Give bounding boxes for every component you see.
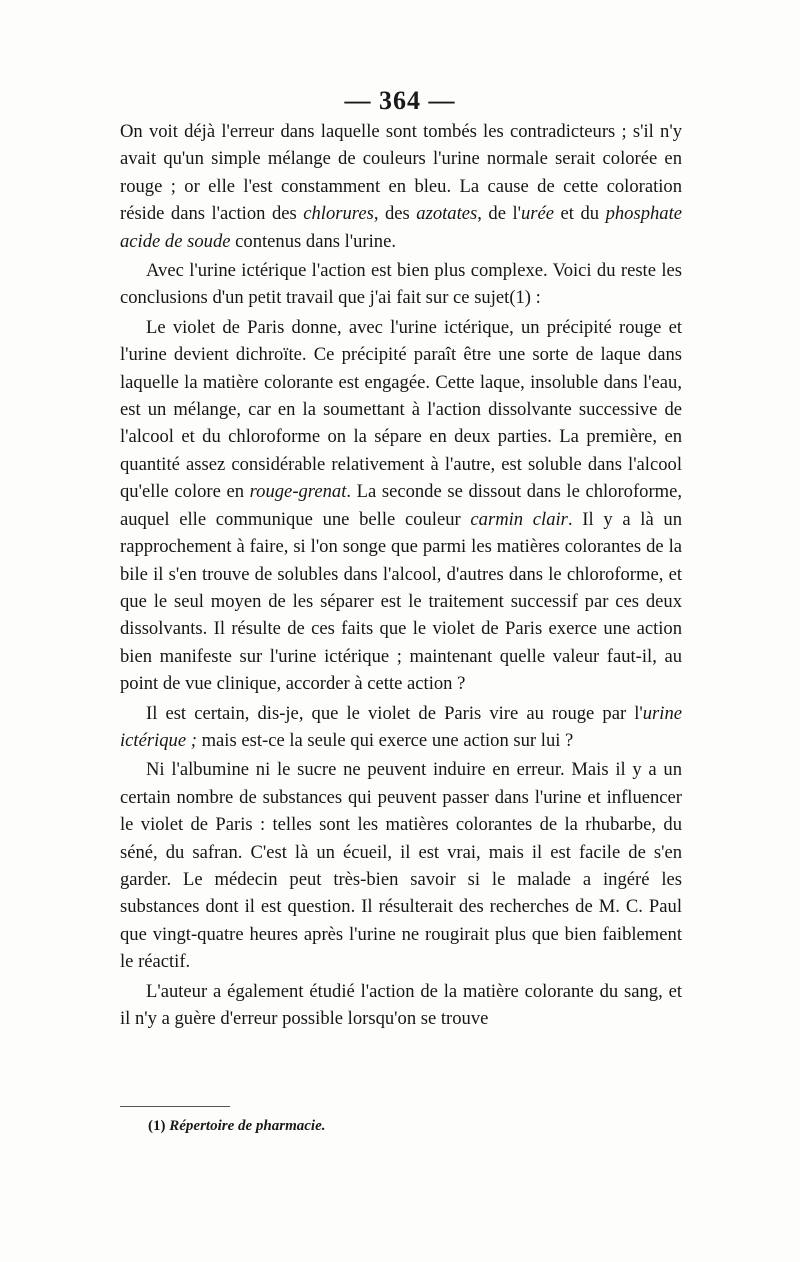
italic-text-segment: phosphate acide de soude — [120, 203, 683, 252]
text-segment: Avec l'urine ictérique l'action est bien plus complexe. Voici du reste les conclusions d'un petit travail que j'ai fait sur ce sujet(1) : — [120, 260, 682, 309]
paragraph — [120, 257, 682, 312]
text-segment: contenus dans l'urine. — [230, 230, 396, 252]
text-segment: et du — [554, 203, 606, 225]
text-segment: Ni l'albumine ni le sucre ne peuvent induire en erreur. Mais il y a un certain nombre de substances qui peuvent passer dans l'urine et influencer le violet de Paris : telles sont les matières colorantes de la rhubarbe, du séné, du safran. C'est là un écueil, il est vrai, mais il est facile de s'en garder. Le médecin peut très-bien savoir si le malade a ingéré les substances dont il est question. Il résulterait des recherches de M. C. Paul que vingt-quatre heures après l'urine ne rougirait plus que bien faiblement le réactif. — [120, 759, 682, 973]
text-segment: Le violet de Paris donne, avec l'urine ictérique, un précipité rouge et l'urine devient dichroïte. Ce précipité paraît être une sorte de laque dans laquelle la matière colorante est engagée. Cette laque, insoluble dans l'eau, est un mélange, car en la soumettant à l'action dissolvante successive de l'alcool et du chloroforme on la sépare en deux parties. La première, en quantité assez considérable relativement à l'autre, est soluble dans l'alcool qu'elle colore en — [120, 316, 682, 503]
footnote-rule — [120, 1106, 230, 1107]
italic-text-segment: azotates — [416, 203, 478, 225]
italic-text-segment: rouge-grenat — [249, 481, 347, 503]
text-segment: L'auteur a également étudié l'action de la matière colorante du sang, et il n'y a guère d'erreur possible lorsqu'on se trouve — [120, 980, 682, 1029]
italic-text-segment: carmin clair — [470, 508, 568, 530]
text-segment: , des — [373, 203, 417, 225]
footnote-text: Répertoire de pharmacie. — [169, 1118, 326, 1134]
text-segment: . La seconde se dissout dans le chloroforme, auquel elle communique une belle couleur — [120, 481, 683, 530]
italic-text-segment: urine ictérique ; — [120, 702, 682, 751]
paragraph — [120, 118, 682, 255]
body-text — [120, 118, 682, 1034]
text-segment: mais est-ce la seule qui exerce une action sur lui ? — [196, 729, 574, 751]
footnote-marker: (1) — [148, 1118, 166, 1134]
paragraph — [120, 978, 682, 1033]
paragraph — [120, 700, 682, 755]
paragraph — [120, 314, 682, 698]
paragraph — [120, 756, 682, 975]
text-segment: On voit déjà l'erreur dans laquelle sont tombés les contradicteurs ; s'il n'y avait qu'un simple mélange de couleurs l'urine normale serait colorée en rouge ; or elle l'est constamment en bleu. La cause de cette coloration réside dans l'action des — [120, 121, 682, 225]
page-number: — 364 — — [344, 86, 456, 115]
italic-text-segment: urée — [520, 203, 555, 225]
text-segment: . Il y a là un rapprochement à faire, si l'on songe que parmi les matières colorantes de la bile il s'en trouve de solubles dans l'alcool, d'autres dans le chloroforme, et que le seul moyen de les séparer est le traitement successif par ces deux dissolvants. Il résulte de ces faits que le violet de Paris exerce une action bien manifeste sur l'urine ictérique ; maintenant quelle valeur faut-il, au point de vue clinique, accorder à cette action ? — [120, 508, 682, 695]
footnote — [148, 1118, 325, 1135]
text-segment: Il est certain, dis-je, que le violet de Paris vire au rouge par l' — [146, 702, 643, 724]
text-segment: , de l' — [477, 203, 521, 225]
italic-text-segment: chlorures — [303, 203, 374, 225]
